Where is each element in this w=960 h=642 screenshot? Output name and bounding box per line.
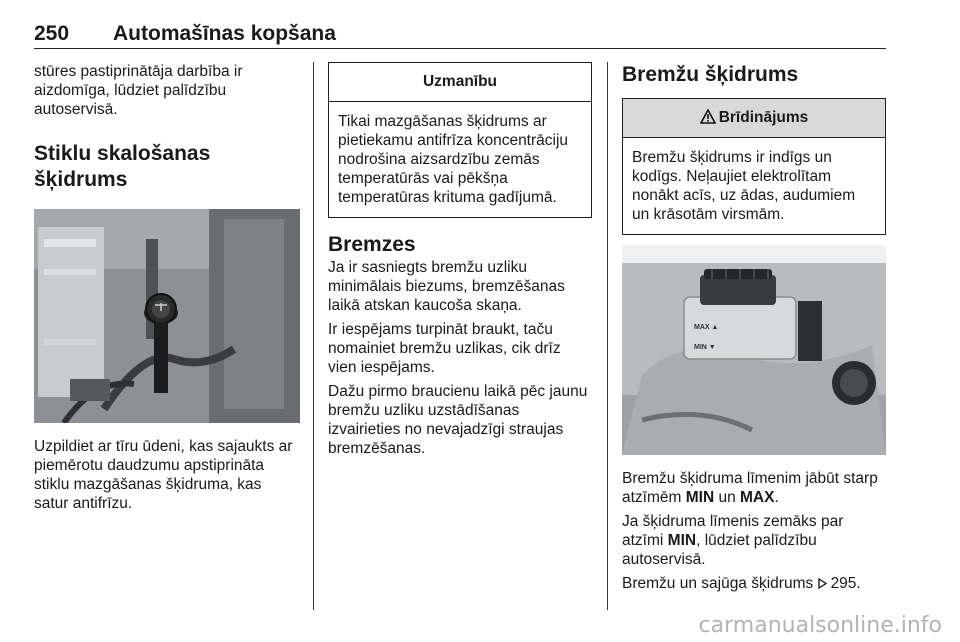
page-reference-link[interactable]: 295. (830, 575, 861, 592)
column-2 (328, 62, 592, 463)
notice-title: Uzmanību (329, 63, 591, 102)
brakes-paragraph-2: Ir iespējams turpināt braukt, taču nomainiet bremžu uzlikas, cik drīz vien iespējams. (328, 321, 561, 376)
warning-title: Brīdinājums (718, 109, 809, 126)
footer-watermark-url: carmanualsonline.info (698, 613, 942, 638)
warning-triangle-icon (700, 109, 716, 124)
min-mark-label: MIN ▼ (694, 344, 716, 351)
column-3 (622, 62, 886, 598)
column-1 (34, 62, 300, 518)
brake-fluid-paragraph-2: Ja šķidruma līmenis zemāks par atzīmi MIN, lūdziet palīdzību autoservisā. (622, 513, 844, 568)
notice-box (328, 62, 592, 218)
column-divider (607, 62, 608, 610)
warning-box (622, 98, 886, 235)
section-heading-brakes: Bremzes (328, 233, 416, 256)
warning-text: Bremžu šķidrums ir indīgs un kodīgs. Neļaujiet elektrolītam nonākt acīs, uz ādas, audumiem un krāsotām virsmām. (632, 149, 856, 223)
brakes-paragraph-3: Dažu pirmo braucienu laikā pēc jaunu bremžu uzliku uzstādīšanas izvairieties no nevajadzīgi straujas bremzēšanas. (328, 383, 588, 457)
notice-text: Tikai mazgāšanas šķidrums ar pietiekamu antifrīza koncentrāciju nodrošina aizsardzību zemās temperatūrās vai pēkšņa temperatūras krituma gadījumā. (338, 113, 569, 206)
header-title: Automašīnas kopšana (113, 22, 336, 45)
page-reference-arrow-icon (818, 578, 827, 589)
max-mark-label: MAX ▲ (694, 324, 719, 331)
brake-fluid-paragraph-1: Bremžu šķidruma līmenim jābūt starp atzīmēm MIN un MAX. (622, 470, 878, 506)
brake-reservoir-photo-icon (622, 245, 886, 455)
brakes-paragraph-1: Ja ir sasniegts bremžu uzliku minimālais biezums, bremzēšanas laikā atskan kaucoša skaņa. (328, 259, 565, 314)
washer-caption: Uzpildiet ar tīru ūdeni, kas sajaukts ar piemērotu daudzumu apstiprināta stiklu mazgāšanas šķidruma, kas satur antifrīzu. (34, 438, 293, 512)
warning-header (623, 99, 885, 138)
page-header (34, 18, 886, 49)
page-number: 250 (34, 22, 70, 45)
section-heading-washer: Stiklu skalošanas šķidrums (34, 142, 211, 191)
washer-reservoir-photo-icon (34, 209, 300, 423)
brake-fluid-paragraph-3: Bremžu un sajūga šķidrums 295. (622, 575, 861, 592)
brake-fluid-figure (622, 245, 886, 455)
washer-fluid-figure (34, 209, 300, 423)
column-divider (313, 62, 314, 610)
section-heading-brake-fluid: Bremžu šķidrums (622, 63, 799, 86)
intro-paragraph: stūres pastiprinātāja darbība ir aizdomīga, lūdziet palīdzību autoservisā. (34, 63, 243, 118)
